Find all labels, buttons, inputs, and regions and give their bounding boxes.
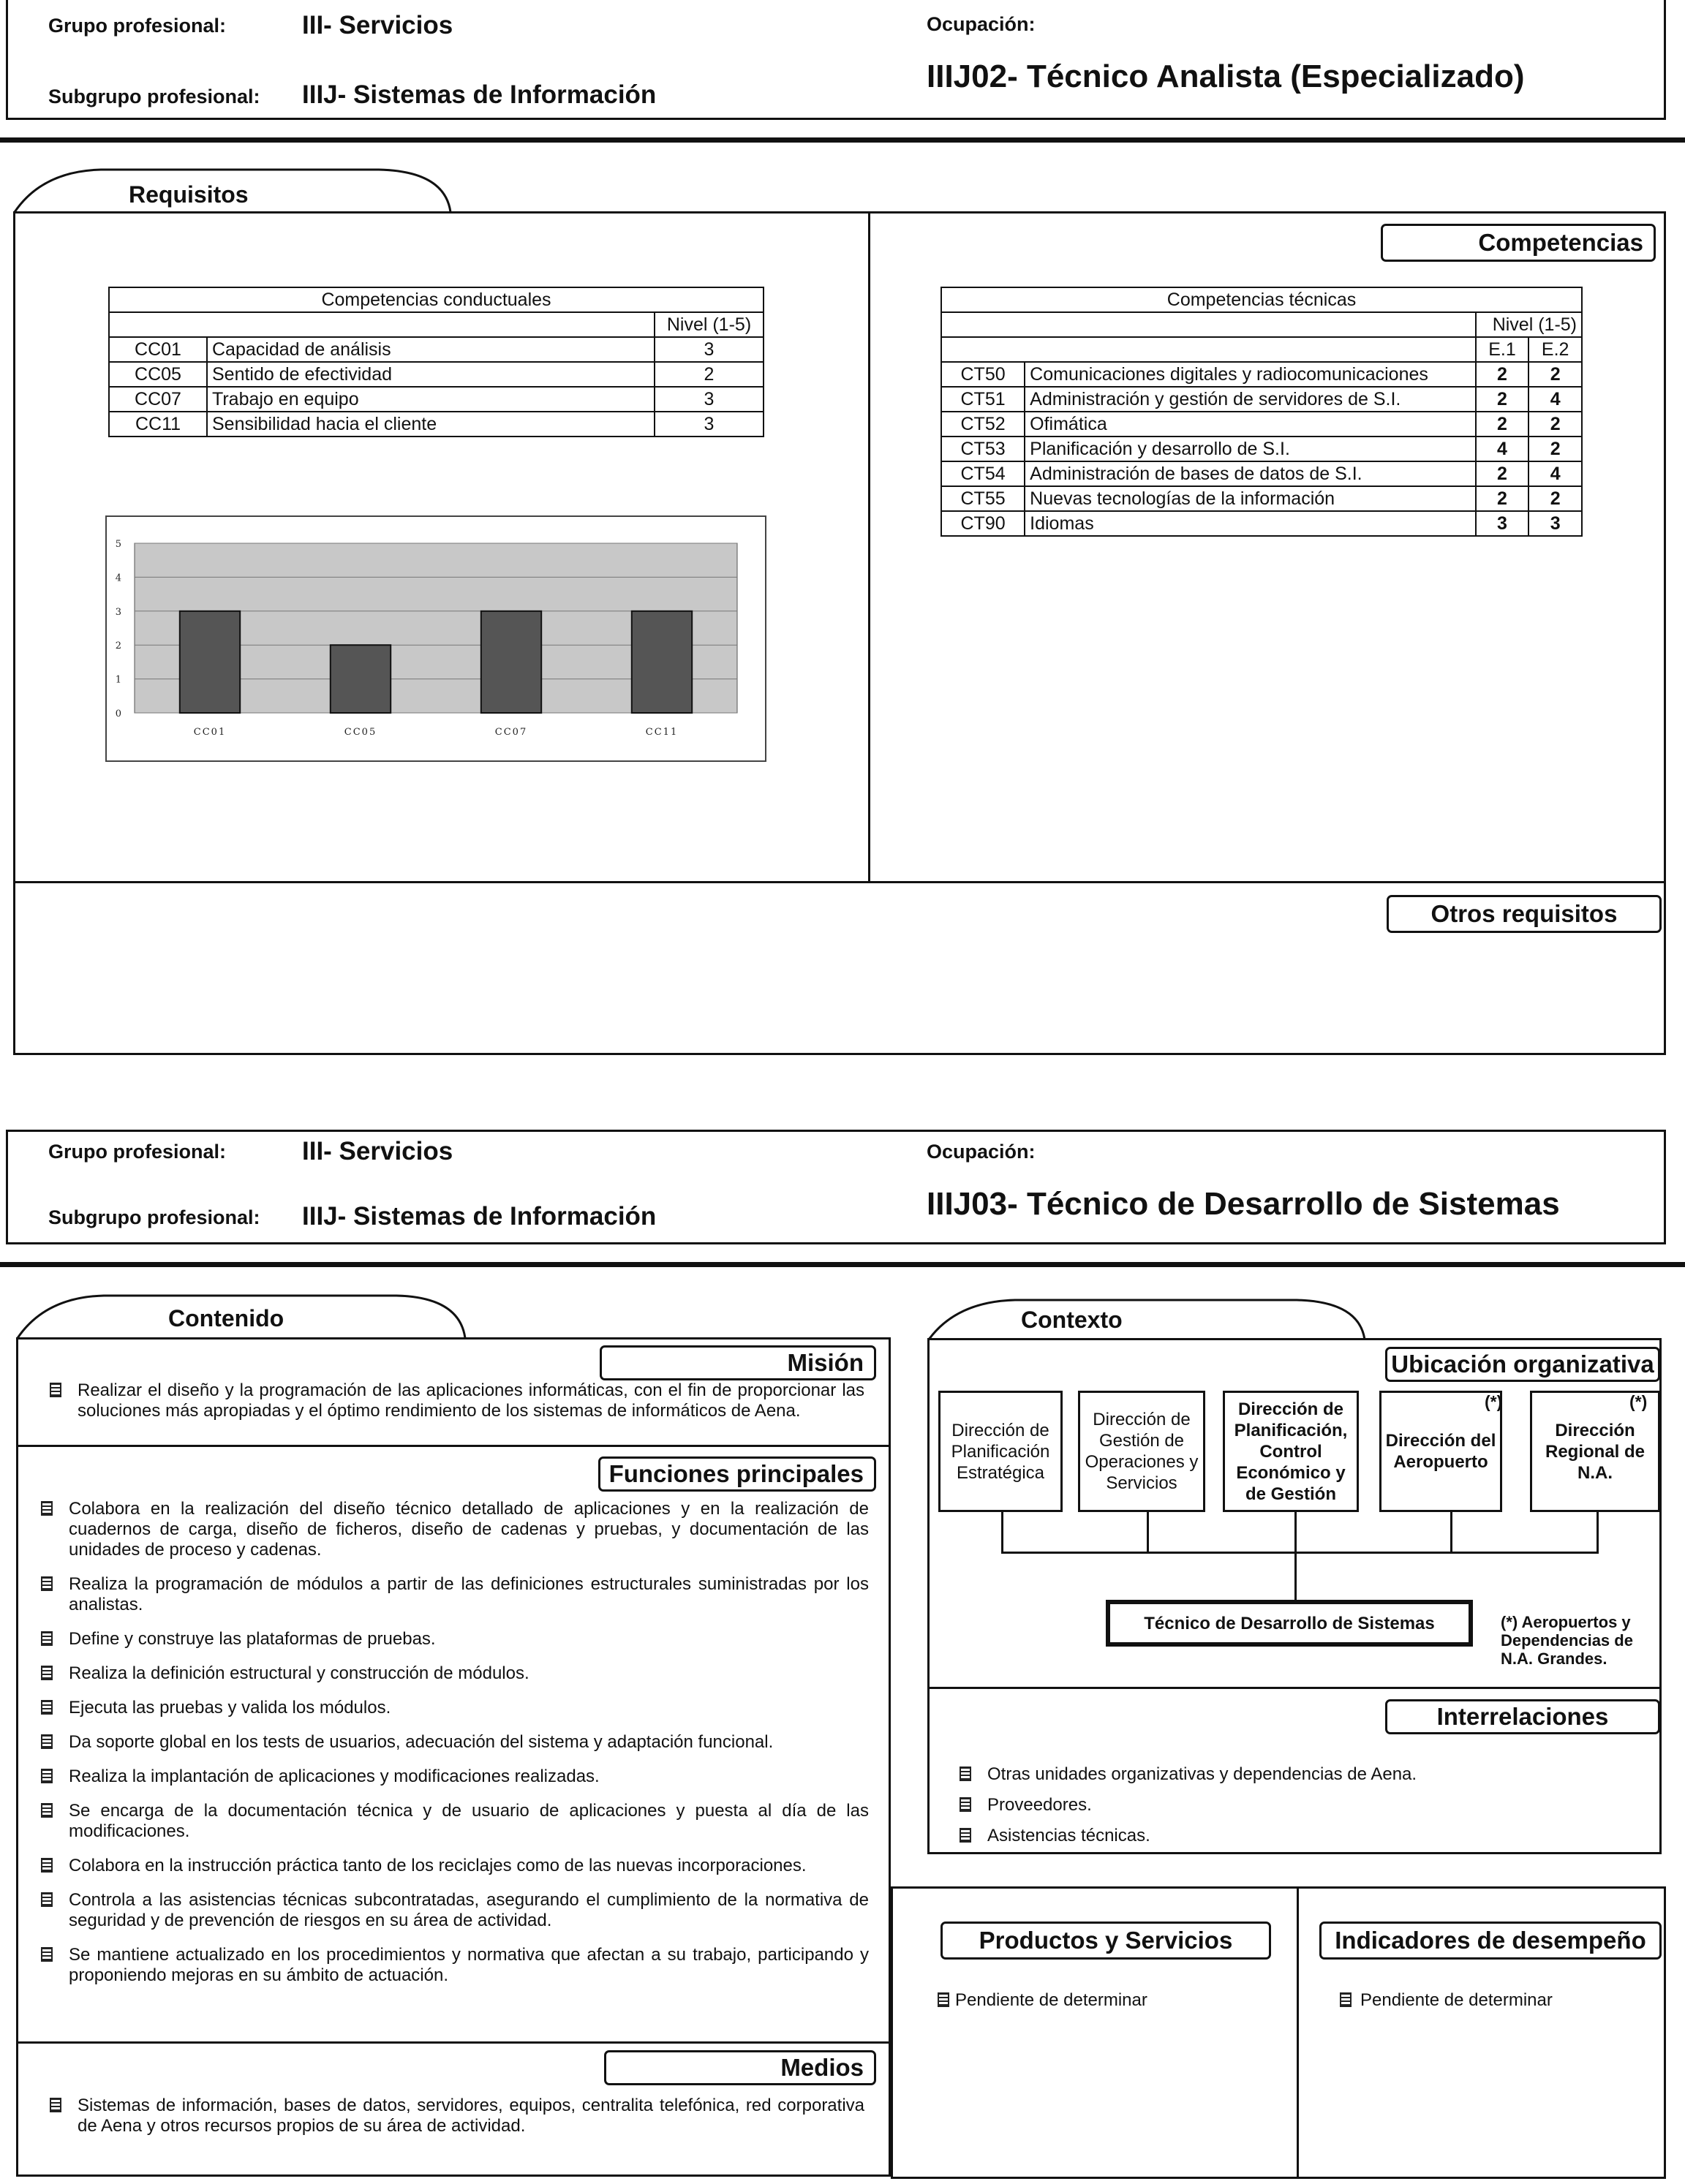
funciones-label: Funciones principales <box>598 1456 876 1492</box>
tecnicas-table <box>940 287 1583 537</box>
sheet1-grupo-value: III- Servicios <box>302 11 453 39</box>
chart-bar <box>481 611 541 713</box>
asterisk-regional: (*) <box>1629 1392 1648 1411</box>
tecnica-name: Nuevas tecnologías de la información <box>1025 486 1476 511</box>
contexto-tab <box>927 1299 1366 1341</box>
funcion-item <box>35 1629 869 1650</box>
tecnica-name: Comunicaciones digitales y radiocomunicaciones <box>1025 362 1476 387</box>
funcion-item <box>35 1945 869 1986</box>
conductuales-title: Competencias conductuales <box>109 287 764 312</box>
requisitos-vertical-divider <box>868 211 870 883</box>
interrelaciones-label: Interrelaciones <box>1385 1699 1660 1734</box>
tecnicas-e2-header: E.2 <box>1528 337 1582 362</box>
tecnica-e1: 3 <box>1476 511 1529 536</box>
conductual-row <box>109 362 764 387</box>
tecnica-e1: 2 <box>1476 362 1529 387</box>
tecnica-code: CT51 <box>941 387 1025 412</box>
conductual-row <box>109 387 764 412</box>
funcion-text: Realiza la implantación de aplicaciones y modificaciones realizadas. <box>69 1767 600 1786</box>
org-note: (*) Aeropuertos y Dependencias de N.A. Grandes. <box>1501 1613 1633 1668</box>
tecnica-code: CT50 <box>941 362 1025 387</box>
conductual-level: 3 <box>655 387 764 412</box>
tecnica-row <box>941 437 1582 461</box>
org-connector <box>1147 1512 1149 1553</box>
document-bullet-icon <box>50 2098 61 2112</box>
mision-list <box>44 1380 864 1435</box>
interrelacion-text: Proveedores. <box>987 1795 1092 1815</box>
document-bullet-icon <box>50 1383 61 1397</box>
tecnica-name: Administración y gestión de servidores de S.I. <box>1025 387 1476 412</box>
tecnica-e2: 4 <box>1528 461 1582 486</box>
productos-list <box>927 1990 1278 2025</box>
conductual-code: CC01 <box>109 337 207 362</box>
medios-label: Medios <box>604 2050 876 2085</box>
contenido-tab-label: Contenido <box>168 1305 284 1331</box>
requisitos-tab-label: Requisitos <box>129 181 249 208</box>
contexto-tab-label: Contexto <box>1021 1307 1123 1333</box>
sheet2-ocupacion-value: IIIJ03- Técnico de Desarrollo de Sistemas <box>927 1186 1560 1222</box>
document-bullet-icon <box>41 1631 53 1646</box>
medios-item <box>44 2096 864 2136</box>
interrelacion-item <box>954 1826 1641 1846</box>
indicadores-item <box>1330 1990 1651 2011</box>
tecnica-e1: 2 <box>1476 461 1529 486</box>
tecnica-row <box>941 387 1582 412</box>
productos-text: Pendiente de determinar <box>955 1990 1147 2010</box>
chart-y-tick-label: 5 <box>115 539 121 550</box>
interrelacion-text: Asistencias técnicas. <box>987 1826 1150 1845</box>
conductuales-table <box>108 287 764 437</box>
tecnica-name: Ofimática <box>1025 412 1476 437</box>
document-bullet-icon <box>41 1576 53 1591</box>
org-unit-box: Dirección de Planificación Estratégica <box>938 1391 1063 1512</box>
chart-y-tick-label: 3 <box>115 606 121 618</box>
conductual-level: 3 <box>655 412 764 437</box>
funcion-text: Define y construye las plataformas de pruebas. <box>69 1629 436 1649</box>
chart-y-tick-label: 0 <box>115 709 121 719</box>
interrelacion-item <box>954 1764 1641 1785</box>
funcion-text: Colabora en la instrucción práctica tanto de los reciclajes como de las nuevas incorporaciones. <box>69 1856 807 1875</box>
document-bullet-icon <box>1340 1992 1352 2007</box>
conductual-level: 3 <box>655 337 764 362</box>
document-bullet-icon <box>938 1992 949 2007</box>
tecnica-e1: 2 <box>1476 387 1529 412</box>
funcion-item <box>35 1698 869 1718</box>
chart-bar <box>331 645 391 713</box>
org-target-box: Técnico de Desarrollo de Sistemas <box>1106 1600 1473 1647</box>
funcion-item <box>35 1732 869 1753</box>
sheet2-subgrupo-value: IIIJ- Sistemas de Información <box>302 1202 657 1231</box>
sheet1-grupo-label: Grupo profesional: <box>48 15 226 37</box>
productos-indicadores-divider <box>1297 1886 1299 2179</box>
document-bullet-icon <box>41 1666 53 1680</box>
conductual-code: CC11 <box>109 412 207 437</box>
document-bullet-icon <box>41 1501 53 1516</box>
document-bullet-icon <box>960 1828 971 1843</box>
org-unit-box: Dirección de Planificación, Control Económico y de Gestión <box>1223 1391 1359 1512</box>
tecnicas-nivel-header: Nivel (1-5) <box>1476 312 1582 337</box>
tecnica-e2: 2 <box>1528 362 1582 387</box>
tecnica-row <box>941 511 1582 536</box>
chart-y-tick-label: 4 <box>115 573 121 584</box>
org-unit-box: Dirección Regional de N.A. <box>1530 1391 1660 1512</box>
funcion-item <box>35 1767 869 1787</box>
funcion-item <box>35 1499 869 1560</box>
tecnica-name: Planificación y desarrollo de S.I. <box>1025 437 1476 461</box>
chart-y-tick-label: 1 <box>115 674 121 686</box>
contenido-divider-1 <box>16 1445 891 1447</box>
document-bullet-icon <box>41 1947 53 1962</box>
ubicacion-label: Ubicación organizativa <box>1385 1347 1660 1382</box>
tecnica-name: Administración de bases de datos de S.I. <box>1025 461 1476 486</box>
tecnicas-e1-header: E.1 <box>1476 337 1529 362</box>
funcion-item <box>35 1663 869 1684</box>
sheet1-subgrupo-value: IIIJ- Sistemas de Información <box>302 80 657 109</box>
mision-label: Misión <box>600 1345 876 1380</box>
conductual-name: Sensibilidad hacia el cliente <box>207 412 655 437</box>
document-bullet-icon <box>960 1767 971 1781</box>
otros-requisitos-label: Otros requisitos <box>1387 895 1662 933</box>
conductual-name: Sentido de efectividad <box>207 362 655 387</box>
chart-x-tick-label: CC11 <box>645 727 679 738</box>
funcion-text: Controla a las asistencias técnicas subcontratadas, asegurando el cumplimiento de la normativa de seguridad y de prevención de riesgos en su área de actividad. <box>69 1890 869 1930</box>
tecnicas-title: Competencias técnicas <box>941 287 1582 312</box>
interrelacion-text: Otras unidades organizativas y dependencias de Aena. <box>987 1764 1417 1784</box>
sheet1-ocupacion-value: IIIJ02- Técnico Analista (Especializado) <box>927 58 1525 94</box>
conductual-code: CC07 <box>109 387 207 412</box>
chart-x-tick-label: CC01 <box>193 727 227 738</box>
competencias-label: Competencias <box>1381 224 1656 262</box>
document-bullet-icon <box>41 1700 53 1715</box>
conductual-row <box>109 337 764 362</box>
interrelacion-item <box>954 1795 1641 1815</box>
document-bullet-icon <box>960 1797 971 1812</box>
funcion-text: Da soporte global en los tests de usuarios, adecuación del sistema y adaptación funcional. <box>69 1732 774 1752</box>
sheet2-grupo-value: III- Servicios <box>302 1137 453 1165</box>
tecnica-e2: 2 <box>1528 486 1582 511</box>
funcion-text: Realiza la programación de módulos a partir de las definiciones estructurales suministradas por los analistas. <box>69 1574 869 1614</box>
org-unit-box: Dirección de Gestión de Operaciones y Servicios <box>1078 1391 1205 1512</box>
sheet1-header-rule <box>0 137 1685 143</box>
document-bullet-icon <box>41 1892 53 1907</box>
tecnica-code: CT53 <box>941 437 1025 461</box>
funcion-text: Se mantiene actualizado en los procedimientos y normativa que afectan a su trabajo, participando y proponiendo mejoras en su ámbito de actuación. <box>69 1945 869 1985</box>
document-bullet-icon <box>41 1769 53 1783</box>
chart-x-tick-label: CC07 <box>494 727 528 738</box>
contenido-divider-2 <box>16 2041 891 2044</box>
tecnica-e2: 4 <box>1528 387 1582 412</box>
mision-text: Realizar el diseño y la programación de las aplicaciones informáticas, con el fin de proporcionar las soluciones más apropiadas y el óptimo rendimiento de los sistemas de informáticos de Aena. <box>78 1380 864 1421</box>
funcion-item <box>35 1890 869 1931</box>
org-unit-box: Dirección del Aeropuerto <box>1379 1391 1502 1512</box>
tecnica-code: CT52 <box>941 412 1025 437</box>
conductuales-nivel-header: Nivel (1-5) <box>655 312 764 337</box>
tecnica-row <box>941 486 1582 511</box>
tecnica-row <box>941 461 1582 486</box>
funcion-text: Ejecuta las pruebas y valida los módulos. <box>69 1698 391 1718</box>
sheet2-header-rule <box>0 1262 1685 1267</box>
document-bullet-icon <box>41 1734 53 1749</box>
funcion-item <box>35 1856 869 1876</box>
tecnica-row <box>941 412 1582 437</box>
document-bullet-icon <box>41 1803 53 1818</box>
conductual-name: Trabajo en equipo <box>207 387 655 412</box>
productos-item <box>927 1990 1278 2011</box>
tecnica-code: CT54 <box>941 461 1025 486</box>
tecnica-e2: 3 <box>1528 511 1582 536</box>
tecnica-e1: 2 <box>1476 486 1529 511</box>
tecnica-e1: 4 <box>1476 437 1529 461</box>
indicadores-list <box>1330 1990 1651 2025</box>
asterisk-aeropuerto: (*) <box>1485 1392 1503 1411</box>
funcion-item <box>35 1574 869 1615</box>
org-connector <box>1294 1512 1297 1600</box>
funcion-text: Se encarga de la documentación técnica y de usuario de aplicaciones y puesta al día de las modificaciones. <box>69 1801 869 1841</box>
tecnica-e2: 2 <box>1528 412 1582 437</box>
sheet1-subgrupo-label: Subgrupo profesional: <box>48 86 260 107</box>
conductuales-chart <box>105 515 766 762</box>
mision-item <box>44 1380 864 1421</box>
conductual-code: CC05 <box>109 362 207 387</box>
funciones-list <box>35 1499 869 2000</box>
chart-y-tick-label: 2 <box>115 641 121 652</box>
requisitos-horizontal-divider <box>13 881 1666 883</box>
chart-bar <box>632 611 692 713</box>
funcion-text: Colabora en la realización del diseño técnico detallado de aplicaciones y en la realización de cuadernos de carga, diseño de ficheros, diseño de cadenas y pruebas, y documentación de las unidades de proceso y cadenas. <box>69 1499 869 1560</box>
indicadores-text: Pendiente de determinar <box>1360 1990 1553 2010</box>
tecnica-e1: 2 <box>1476 412 1529 437</box>
productos-label: Productos y Servicios <box>940 1922 1271 1960</box>
sheet1-ocupacion-label: Ocupación: <box>927 13 1036 35</box>
indicadores-label: Indicadores de desempeño <box>1319 1922 1662 1960</box>
conductual-name: Capacidad de análisis <box>207 337 655 362</box>
interrelaciones-list <box>954 1764 1641 1856</box>
funcion-text: Realiza la definición estructural y construcción de módulos. <box>69 1663 529 1683</box>
tecnica-row <box>941 362 1582 387</box>
sheet2-subgrupo-label: Subgrupo profesional: <box>48 1206 260 1228</box>
medios-list <box>44 2096 864 2150</box>
conductual-level: 2 <box>655 362 764 387</box>
org-connector <box>1001 1552 1599 1554</box>
medios-text: Sistemas de información, bases de datos, servidores, equipos, centralita telefónica, red corporativa de Aena y otros recursos propios de su área de actividad. <box>78 2096 864 2136</box>
tecnica-e2: 2 <box>1528 437 1582 461</box>
chart-bar <box>180 611 240 713</box>
funcion-item <box>35 1801 869 1842</box>
contexto-divider <box>927 1687 1662 1689</box>
org-connector <box>1597 1512 1599 1553</box>
chart-x-tick-label: CC05 <box>344 727 377 738</box>
org-connector <box>1001 1512 1003 1553</box>
tecnica-code: CT55 <box>941 486 1025 511</box>
sheet2-grupo-label: Grupo profesional: <box>48 1141 226 1163</box>
tecnica-name: Idiomas <box>1025 511 1476 536</box>
sheet2-ocupacion-label: Ocupación: <box>927 1141 1036 1163</box>
org-connector <box>1450 1512 1452 1553</box>
tecnica-code: CT90 <box>941 511 1025 536</box>
conductual-row <box>109 412 764 437</box>
document-bullet-icon <box>41 1858 53 1873</box>
